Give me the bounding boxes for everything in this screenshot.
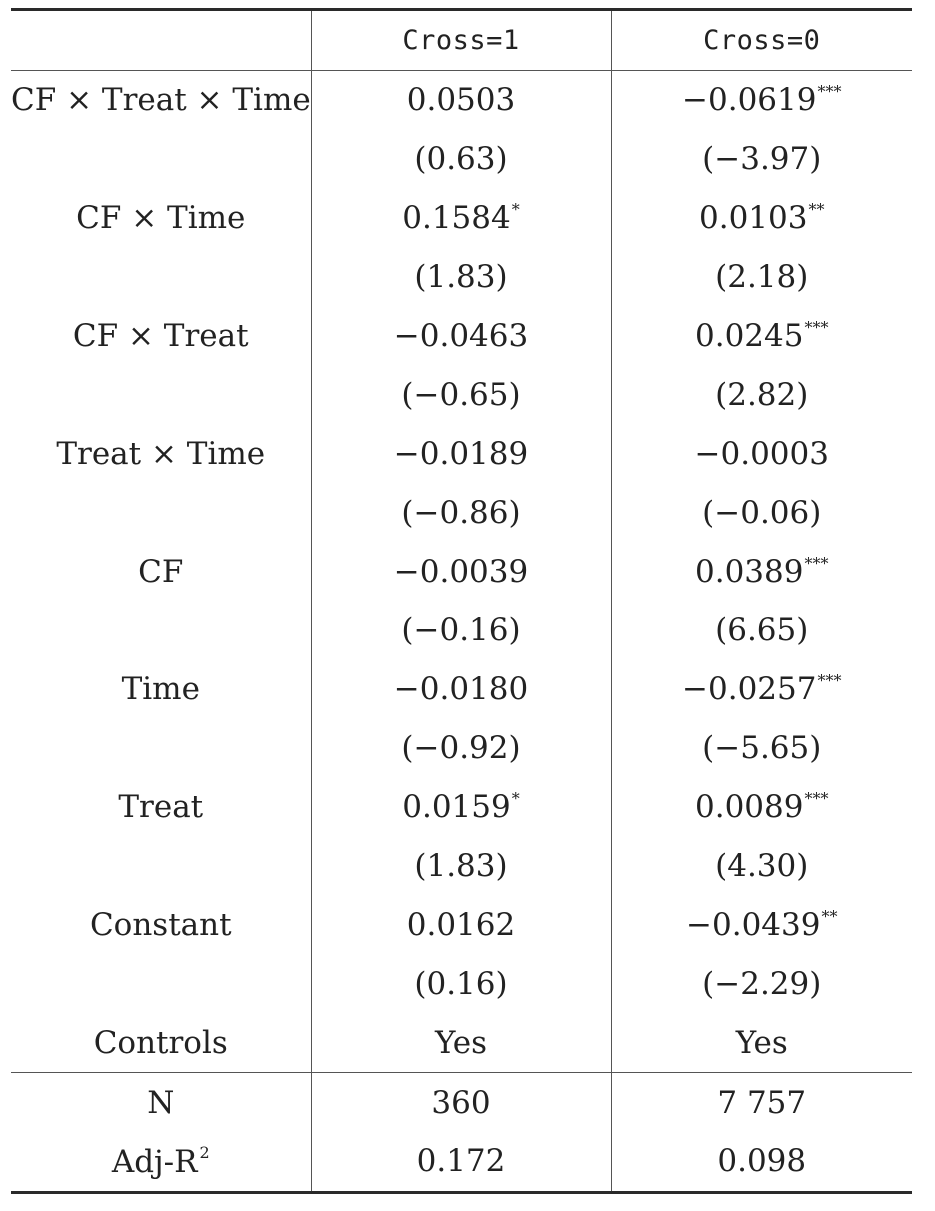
cell-value: (−0.65) xyxy=(401,376,521,413)
table-row-tstat xyxy=(11,601,912,660)
cell-value: −0.0180 xyxy=(393,671,529,708)
cell-cross-0 xyxy=(611,424,912,483)
row-label xyxy=(11,601,311,660)
cell-cross-1: 360 xyxy=(311,1073,611,1132)
cell-value: −0.0463 xyxy=(393,318,529,354)
significance-stars: ** xyxy=(821,906,838,926)
row-label: Constant xyxy=(11,895,311,954)
cell-value: −0.0039 xyxy=(393,553,529,590)
cell-value: (−5.65) xyxy=(702,730,822,767)
cell-value: (−0.92) xyxy=(401,730,521,767)
table-body xyxy=(11,71,912,1193)
cell-cross-1 xyxy=(311,542,611,601)
header-cross-0: Cross=0 xyxy=(611,10,912,71)
cell-cross-0 xyxy=(611,189,912,248)
cell-cross-1 xyxy=(311,71,611,130)
table-row-coef xyxy=(11,307,912,366)
cell-value: −0.0003 xyxy=(694,435,829,472)
table-row-coef xyxy=(11,660,912,719)
header-row xyxy=(11,10,912,71)
cell-cross-1 xyxy=(311,248,611,307)
row-label xyxy=(11,719,311,778)
row-label: Treat × Time xyxy=(11,424,311,483)
cell-cross-0 xyxy=(611,483,912,542)
cell-value: (2.82) xyxy=(715,376,809,413)
cell-cross-0 xyxy=(611,248,912,307)
row-label xyxy=(11,248,311,307)
row-label: Time xyxy=(11,660,311,719)
table-row-coef xyxy=(11,71,912,130)
cell-cross-0 xyxy=(611,954,912,1013)
significance-stars: * xyxy=(511,789,520,809)
cell-cross-1 xyxy=(311,719,611,778)
row-label: CF xyxy=(11,542,311,601)
cell-cross-1 xyxy=(311,307,611,366)
cell-value: (−0.86) xyxy=(401,494,521,531)
cell-cross-0 xyxy=(611,71,912,130)
significance-stars: ** xyxy=(808,200,825,220)
cell-value: Yes xyxy=(735,1024,788,1061)
cell-value: −0.0619 xyxy=(682,82,817,119)
table-row-tstat xyxy=(11,837,912,896)
cell-cross-0 xyxy=(611,719,912,778)
cell-cross-1 xyxy=(311,954,611,1013)
cell-cross-0 xyxy=(611,895,912,954)
cell-value: 0.0245 xyxy=(695,318,804,354)
cell-value: (0.16) xyxy=(414,965,508,1002)
cell-cross-1 xyxy=(311,895,611,954)
row-label: Controls xyxy=(11,1013,311,1072)
cell-cross-0: 7 757 xyxy=(611,1073,912,1132)
cell-value: (−0.16) xyxy=(401,612,521,649)
row-label xyxy=(11,365,311,424)
cell-value: 0.0503 xyxy=(406,82,516,119)
cell-value: 0.0162 xyxy=(406,906,516,943)
adj-r-label: Adj-R xyxy=(111,1143,198,1180)
cell-value: 0.0089 xyxy=(695,789,804,826)
cell-value: (6.65) xyxy=(715,612,809,649)
table-row-tstat xyxy=(11,248,912,307)
cell-cross-0 xyxy=(611,130,912,189)
significance-stars: *** xyxy=(817,82,842,102)
cell-cross-1 xyxy=(311,778,611,837)
cell-cross-1 xyxy=(311,483,611,542)
cell-value: −0.0439 xyxy=(686,906,821,943)
row-label: CF × Treat × Time xyxy=(11,71,311,130)
cell-cross-0 xyxy=(611,307,912,366)
cell-value: (2.18) xyxy=(715,259,809,296)
row-label: N xyxy=(11,1073,311,1132)
cell-cross-1 xyxy=(311,365,611,424)
cell-value: −0.0257 xyxy=(682,671,817,708)
cell-value: (0.63) xyxy=(414,141,508,178)
table-row-n xyxy=(11,1073,912,1132)
cell-cross-0 xyxy=(611,601,912,660)
cell-value: 0.0103 xyxy=(699,200,808,237)
row-label: CF × Time xyxy=(11,189,311,248)
table-row-coef xyxy=(11,542,912,601)
row-label xyxy=(11,1132,311,1192)
cell-cross-1 xyxy=(311,601,611,660)
table-row-coef xyxy=(11,778,912,837)
cell-value: 0.0389 xyxy=(695,553,804,590)
table-row-adj-r2 xyxy=(11,1132,912,1192)
cell-value: 0.0159 xyxy=(402,789,511,826)
table-row-tstat xyxy=(11,483,912,542)
row-label xyxy=(11,954,311,1013)
cell-value: (−0.06) xyxy=(702,494,822,531)
cell-cross-1 xyxy=(311,1013,611,1072)
table-row-tstat xyxy=(11,130,912,189)
cell-value: (−2.29) xyxy=(702,965,822,1002)
cell-value: (−3.97) xyxy=(702,141,822,178)
cell-value: (4.30) xyxy=(715,848,809,885)
header-stub xyxy=(11,10,311,71)
row-label xyxy=(11,837,311,896)
cell-value: (1.83) xyxy=(414,259,508,296)
table-row-coef xyxy=(11,189,912,248)
cell-cross-1: 0.172 xyxy=(311,1132,611,1192)
cell-cross-1 xyxy=(311,130,611,189)
cell-value: 0.1584 xyxy=(402,200,511,237)
row-label xyxy=(11,130,311,189)
cell-cross-0 xyxy=(611,837,912,896)
table-row-coef xyxy=(11,895,912,954)
cell-cross-1 xyxy=(311,660,611,719)
cell-value: (1.83) xyxy=(414,848,508,885)
row-label xyxy=(11,483,311,542)
row-label: CF × Treat xyxy=(11,307,311,366)
cell-cross-0 xyxy=(611,778,912,837)
cell-cross-1 xyxy=(311,189,611,248)
header-cross-1: Cross=1 xyxy=(311,10,611,71)
table-row-tstat xyxy=(11,954,912,1013)
adj-r-superscript: 2 xyxy=(199,1142,210,1162)
significance-stars: *** xyxy=(804,789,829,809)
cell-cross-0 xyxy=(611,542,912,601)
cell-cross-0: 0.098 xyxy=(611,1132,912,1192)
cell-cross-0 xyxy=(611,1013,912,1072)
table-row-tstat xyxy=(11,719,912,778)
cell-value: Yes xyxy=(434,1024,488,1061)
significance-stars: *** xyxy=(804,318,829,337)
table-row-coef xyxy=(11,1013,912,1072)
cell-cross-0 xyxy=(611,365,912,424)
cell-cross-1 xyxy=(311,424,611,483)
table-row-coef xyxy=(11,424,912,483)
cell-cross-0 xyxy=(611,660,912,719)
significance-stars: *** xyxy=(817,671,842,691)
table-row-tstat xyxy=(11,365,912,424)
row-label: Treat xyxy=(11,778,311,837)
regression-table xyxy=(11,8,912,1194)
significance-stars: * xyxy=(511,200,520,220)
significance-stars: *** xyxy=(804,553,829,573)
cell-value: −0.0189 xyxy=(393,435,529,472)
cell-cross-1 xyxy=(311,837,611,896)
